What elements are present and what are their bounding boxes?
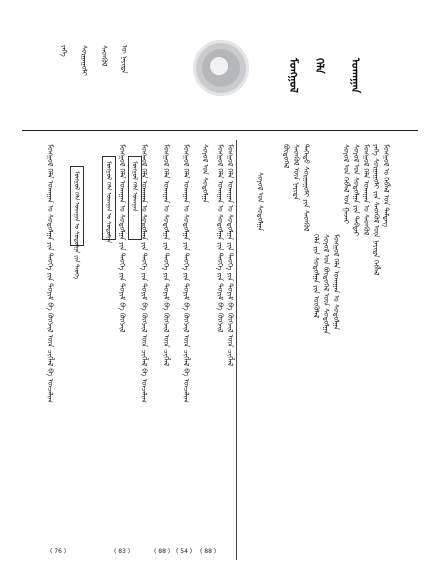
page-ref-3: ( 88 ): [154, 548, 171, 555]
meta-line-1: ᠳᠡᠭᠡᠳᠦ ᠰᠤᠷᠭᠠᠭᠤᠯᠢ ᠶᠢᠨ ᠰᠡᠳᠭᠦᠯ: [302, 144, 310, 232]
boxed-entry-3: [70, 166, 84, 280]
header-divider: [22, 130, 418, 131]
title-word-2: ᠬᠡᠯᠡ: [313, 58, 326, 74]
meta-line-2: ᠰᠡᠳᠭᠦᠯ ᠦᠨ ᠨᠡᠶᠢᠲᠡ: [292, 144, 300, 201]
section-title: ᠰᠣᠶᠣᠯ ᠤᠨ ᠰᠤᠳᠤᠯᠭᠠ: [256, 172, 264, 231]
header-left-line-1: ᠶᠡᠬᠡ: [60, 45, 68, 57]
title-word-1: ᠮᠣᠩᠭᠣᠯ: [287, 58, 300, 93]
long-line-2: ᠮᠣᠩᠭᠣᠯ ᠬᠡᠯᠡ ᠤᠬᠠᠭᠠᠨ ᠤ ᠰᠤᠳᠤᠯᠭᠠ ᠶᠢᠨ ᠲᠡᠦᠬᠡ ᠶᠢᠨ ᠲᠣᠶᠢᠮ ᠪᠠ ᠬᠦᠭᠵᠢᠯ: [216, 144, 224, 333]
long-line-7: ᠮᠣᠩᠭᠣᠯ ᠬᠡᠯᠡ ᠤᠬᠠᠭᠠᠨ ᠤ ᠰᠤᠳᠤᠯᠭᠠ ᠶᠢᠨ ᠲᠡᠦᠬᠡ ᠶᠢᠨ ᠲᠣᠶᠢᠮ ᠪᠠ ᠬᠦᠭᠵᠢᠯ: [118, 144, 126, 333]
long-line-1: ᠮᠣᠩᠭᠣᠯ ᠬᠡᠯᠡ ᠤᠬᠠᠭᠠᠨ ᠤ ᠰᠤᠳᠤᠯᠭᠠ ᠶᠢᠨ ᠲᠡᠦᠬᠡ ᠶᠢᠨ ᠲᠣᠶᠢᠮ ᠪᠠ ᠬᠦᠭᠵᠢᠯ ᠦᠨ ᠴᠢᠭᠯᠡᠯ: [226, 144, 234, 367]
long-line-6: ᠮᠣᠩᠭᠣᠯ ᠬᠡᠯᠡ ᠤᠬᠠᠭᠠᠨ ᠤ ᠰᠤᠳᠤᠯᠭᠠ ᠶᠢᠨ ᠲᠡᠦᠬᠡ ᠶᠢᠨ ᠲᠣᠶᠢᠮ ᠪᠠ ᠬᠦᠭᠵᠢᠯ ᠦᠨ ᠴᠢᠭᠯᠡᠯ ᠪᠠ ᠣᠨᠴᠠᠯᠢᠭ: [140, 144, 148, 403]
title-word-3: ᠤᠬᠠᠭᠠᠨ: [349, 58, 362, 94]
header-left-line-4: ᠦ ᠨᠡᠶᠢᠲᠡ: [120, 45, 128, 74]
long-line-3: ᠰᠣᠶᠣᠯ ᠤᠨ ᠰᠤᠳᠤᠯᠭᠠ: [201, 144, 209, 203]
column-line-5: ᠰᠣᠶᠣᠯ ᠤᠨ ᠬᠡᠪᠯᠡᠯ ᠤᠨ ᠭᠠᠵᠠᠷ: [342, 144, 350, 224]
paragraph-line-3: ᠬᠡᠯᠡ ᠵᠢᠨ ᠰᠤᠳᠤᠯᠭᠠ ᠶᠢᠨ ᠥᠭᠦᠯᠡᠯ: [312, 234, 320, 318]
column-line-4: ᠰᠣᠶᠣᠯ ᠤᠨ ᠰᠤᠳᠤᠯᠭᠠ ᠶᠢᠨ ᠳᠡᠪᠲᠡᠷ: [352, 144, 360, 236]
boxed-entry-1-text: ᠮᠣᠩᠭᠣᠯ ᠬᠡᠯᠡ ᠤᠬᠠᠭᠠᠨ: [131, 161, 138, 212]
page-ref-5: ( 88 ): [200, 548, 217, 555]
page-header: [0, 0, 427, 128]
column-line-2: ᠶᠡᠬᠡ ᠰᠤᠷᠭᠠᠭᠤᠯᠢ ᠶᠢᠨ ᠰᠡᠳᠭᠦᠯ ᠦᠨ ᠨᠡᠶᠢᠲᠡ ᠬᠡᠪᠯᠡᠯ: [372, 144, 380, 276]
paragraph-line-2: ᠰᠣᠶᠣᠯ ᠤᠨ ᠪᠦᠲᠦᠭᠡᠯ ᠦᠨ ᠰᠤᠳᠤᠯᠭᠠ: [322, 234, 330, 335]
boxed-entry-1: [128, 156, 142, 240]
boxed-entry-3-text: ᠮᠣᠩᠭᠣᠯ ᠬᠡᠯᠡ ᠤᠬᠠᠭᠠᠨ ᠤ ᠰᠤᠳᠤᠯᠭᠠ ᠶᠢᠨ ᠲᠡᠦᠬᠡ: [73, 171, 80, 280]
page-ref-2: ( 83 ): [114, 548, 131, 555]
column-line-3: ᠮᠣᠩᠭᠣᠯ ᠬᠡᠯᠡ ᠤᠬᠠᠭᠠᠨ ᠤ ᠰᠡᠳᠭᠦᠯ: [362, 144, 370, 236]
boxed-entry-2: [102, 156, 116, 244]
university-logo: [193, 40, 249, 96]
long-line-4: ᠮᠣᠩᠭᠣᠯ ᠬᠡᠯᠡ ᠤᠬᠠᠭᠠᠨ ᠤ ᠰᠤᠳᠤᠯᠭᠠ ᠶᠢᠨ ᠲᠡᠦᠬᠡ ᠶᠢᠨ ᠲᠣᠶᠢᠮ ᠪᠠ ᠬᠦᠭᠵᠢᠯ ᠦᠨ ᠴᠢᠭᠯᠡᠯ ᠪᠠ ᠣᠨᠴᠠᠯᠢᠭ: [182, 144, 190, 403]
long-line-8: ᠮᠣᠩᠭᠣᠯ ᠬᠡᠯᠡ ᠤᠬᠠᠭᠠᠨ ᠤ ᠰᠤᠳᠤᠯᠭᠠ ᠶᠢᠨ ᠲᠡᠦᠬᠡ ᠶᠢᠨ ᠲᠣᠶᠢᠮ ᠪᠠ ᠬᠦᠭᠵᠢᠯ ᠦᠨ ᠴᠢᠭᠯᠡᠯ ᠪᠠ ᠣᠨᠴᠠᠯᠢᠭ: [46, 144, 54, 403]
meta-line-3: ᠪᠦᠲᠦᠭᠡᠯ: [282, 144, 290, 169]
paragraph-line-1: ᠮᠣᠩᠭᠣᠯ ᠬᠡᠯᠡ ᠤᠬᠠᠭᠠᠨ ᠤ ᠰᠤᠳᠤᠯᠭᠠ: [332, 234, 340, 330]
header-left-line-3: ᠰᠡᠳᠭᠦᠯ: [100, 45, 108, 67]
page-ref-4: ( 54 ): [176, 548, 193, 555]
boxed-entry-2-text: ᠮᠣᠩᠭᠣᠯ ᠬᠡᠯᠡ ᠤᠬᠠᠭᠠᠨ ᠤ ᠰᠤᠳᠤᠯᠭᠠ: [105, 161, 112, 244]
page-ref-1: ( 76 ): [50, 548, 67, 555]
body-divider: [236, 140, 237, 560]
column-line-1: ᠮᠣᠩᠭᠣᠯ ᠤ ᠬᠡᠪᠯᠡᠯ ᠤᠨ ᠲᠡᠮᠳᠡᠭ: [382, 144, 390, 228]
long-line-5: ᠮᠣᠩᠭᠣᠯ ᠬᠡᠯᠡ ᠤᠬᠠᠭᠠᠨ ᠤ ᠰᠤᠳᠤᠯᠭᠠ ᠶᠢᠨ ᠲᠡᠦᠬᠡ ᠶᠢᠨ ᠲᠣᠶᠢᠮ ᠪᠠ ᠬᠦᠭᠵᠢᠯ ᠦᠨ ᠴᠢᠭᠯᠡᠯ: [162, 144, 170, 367]
header-left-line-2: ᠰᠤᠷᠭᠠᠭᠤᠯᠢ: [80, 45, 88, 76]
logo-emblem: [202, 49, 240, 87]
